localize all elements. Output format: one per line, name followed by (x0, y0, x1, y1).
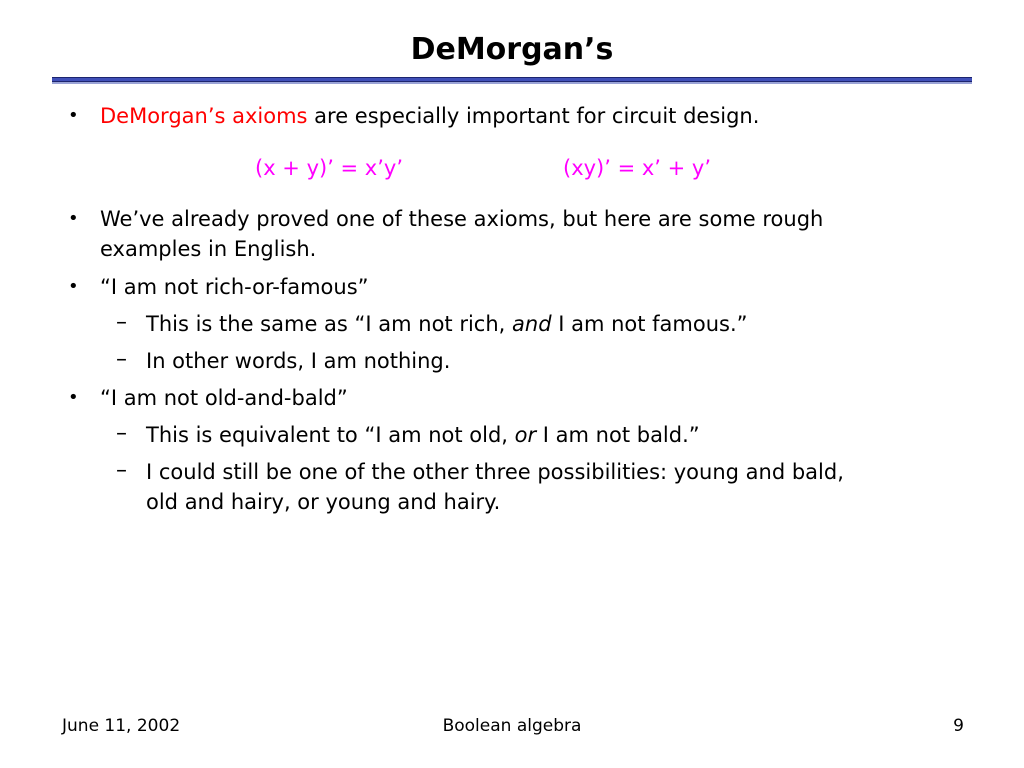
bullet-rich-or-famous: “I am not rich-or-famous” (100, 275, 369, 299)
formula-right: (xy)’ = x’ + y’ (563, 156, 712, 180)
bullet-proved-line2: examples in English. (100, 237, 317, 261)
bullet-marker: • (68, 276, 79, 297)
same-as-post: I am not famous.” (551, 312, 748, 336)
footer-topic: Boolean algebra (442, 716, 582, 736)
axioms-highlight: DeMorgan’s axioms (100, 104, 308, 128)
axioms-text: are especially important for circuit design. (307, 104, 760, 128)
title-divider-shadow (52, 82, 972, 84)
sub-bullet-possibilities-line1: I could still be one of the other three possibilities: young and bald, (146, 460, 844, 484)
page-number: 9 (953, 716, 964, 736)
equivalent-pre: This is equivalent to “I am not old, (146, 423, 515, 447)
equivalent-emphasis: or (514, 423, 537, 447)
footer-date: June 11, 2002 (62, 716, 181, 736)
sub-bullet-same-as (146, 309, 748, 339)
bullet-proved-line1: We’ve already proved one of these axioms, but here are some rough (100, 207, 824, 231)
sub-bullet-dash: – (116, 310, 127, 335)
formula-left: (x + y)’ = x’y’ (255, 156, 404, 180)
bullet-old-and-bald: “I am not old-and-bald” (100, 386, 348, 410)
sub-bullet-dash: – (116, 421, 127, 446)
bullet-marker: • (68, 105, 79, 126)
equivalent-post: I am not bald.” (536, 423, 700, 447)
bullet-marker: • (68, 387, 79, 408)
same-as-emphasis: and (512, 312, 552, 336)
sub-bullet-equivalent (146, 420, 700, 450)
sub-bullet-dash: – (116, 347, 127, 372)
same-as-pre: This is the same as “I am not rich, (146, 312, 513, 336)
sub-bullet-nothing: In other words, I am nothing. (146, 349, 451, 373)
sub-bullet-dash: – (116, 458, 127, 483)
slide-title: DeMorgan’s (410, 32, 614, 67)
bullet-marker: • (68, 208, 79, 229)
sub-bullet-possibilities-line2: old and hairy, or young and hairy. (146, 490, 501, 514)
bullet-axioms-importance (100, 101, 759, 131)
